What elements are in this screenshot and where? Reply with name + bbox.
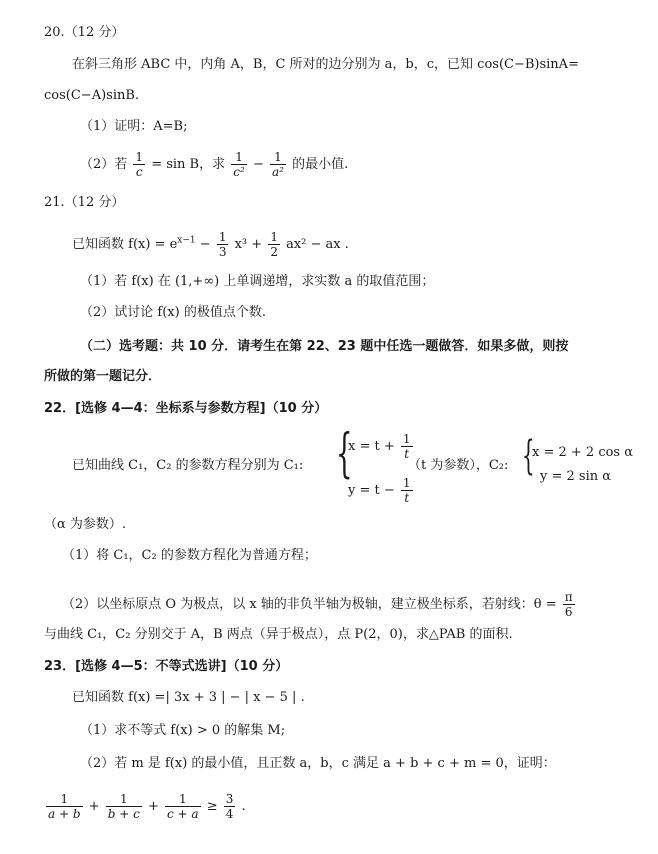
q23-part1: （1）求不等式 f(x) > 0 的解集 M;	[80, 723, 286, 738]
q22-part2-line2: 与曲线 C₁，C₂ 分别交于 A，B 两点（异于极点），点 P(2，0)，求△PAB 的面积.	[44, 627, 513, 642]
section2-line2: 所做的第一题记分．	[44, 369, 162, 384]
q20-part2-prefix: （2）若	[80, 157, 128, 172]
q21-part2: （2）试讨论 f(x) 的极值点个数.	[80, 305, 266, 320]
q20-part2-minus: −	[252, 157, 264, 172]
q20-part2-suffix: 的最小值.	[292, 157, 349, 172]
q22-part2-line1	[62, 590, 577, 619]
q22-param-note: （α 为参数）.	[44, 517, 127, 532]
theta-frac	[563, 590, 575, 619]
q22-header	[44, 400, 327, 418]
q20-part2-eq: = sin B，求	[151, 157, 226, 172]
q21-frac2-den: 2	[270, 245, 278, 259]
q22-part2-text: （2）以坐标原点 O 为极点，以 x 轴的非负半轴为极轴，建立极坐标系，若射线：θ =	[62, 597, 557, 612]
ineq-geq: ≥	[206, 799, 218, 814]
q21-part1: （1）若 f(x) 在 (1,+∞) 上单调递增，求实数 a 的取值范围；	[80, 274, 435, 289]
q20-header: 20.（12 分）	[44, 25, 125, 40]
q23-inequality	[44, 792, 246, 821]
c1-y-equation	[348, 476, 415, 505]
ineq-frac3-den: c + a	[167, 807, 199, 821]
c1-x-frac-num: 1	[402, 432, 411, 446]
q20-stem-line1: 在斜三角形 ABC 中，内角 A，B，C 所对的边分别为 a，b，c，已知 cos(C−B)sinA=	[72, 57, 579, 72]
q23-header	[44, 658, 288, 676]
q20-frac-1-over-c2	[231, 150, 247, 179]
c2-x-equation: x = 2 + 2 cos α	[532, 445, 634, 460]
c1-x-frac-den: t	[404, 447, 410, 461]
section2-line1: （二）选考题：共 10 分．请考生在第 22、23 题中任选一题做答．如果多做，则按	[80, 339, 569, 354]
c1-y-frac-num: 1	[402, 476, 411, 490]
c1-brace: {	[336, 424, 353, 484]
q21-header: 21.（12 分）	[44, 195, 125, 210]
c1-y-frac-den: t	[404, 491, 410, 505]
c1-x-prefix: x = t +	[348, 439, 395, 454]
q22-c1-note: （t 为参数），C₂:	[408, 458, 509, 473]
c1-y-prefix: y = t −	[348, 483, 395, 498]
q20-frac1-den: c	[135, 165, 143, 179]
q20-frac2-num: 1	[231, 150, 247, 165]
q23-header-text: 23．[选修 4—5：不等式选讲]（10 分）	[44, 659, 289, 674]
q20-stem-line2: cos(C−A)sinB.	[44, 88, 140, 103]
q21-frac-1-2	[268, 230, 280, 259]
q20-frac3-num: 1	[270, 150, 286, 165]
theta-frac-num: π	[564, 590, 573, 604]
c1-x-equation	[348, 432, 415, 461]
q20-frac3-den: a²	[271, 165, 284, 179]
q20-frac-1-over-c	[133, 150, 145, 179]
q21-frac1-den: 3	[218, 245, 227, 259]
ineq-frac1-num: 1	[46, 792, 83, 807]
q20-frac-1-over-a2	[270, 150, 286, 179]
c1-y-frac	[401, 476, 413, 505]
q20-frac1-num: 1	[135, 150, 144, 164]
ineq-frac-ab	[46, 792, 83, 821]
q22-stem-prefix: 已知曲线 C₁，C₂ 的参数方程分别为 C₁:	[72, 458, 304, 473]
q21-stem-minus: −	[199, 237, 211, 252]
q21-stem-suffix: ax² − ax .	[286, 237, 349, 252]
ineq-rhs-frac	[224, 792, 236, 821]
q21-stem-mid: x³ +	[234, 237, 263, 252]
q21-stem-exponent: x−1	[177, 235, 196, 246]
q23-part2: （2）若 m 是 f(x) 的最小值，且正数 a，b，c 满足 a + b + c + m = 0，证明：	[80, 756, 556, 771]
c2-y-equation: y = 2 sin α	[540, 469, 612, 484]
q20-part2	[80, 150, 348, 179]
ineq-frac3-num: 1	[165, 792, 201, 807]
ineq-frac-ca	[165, 792, 201, 821]
q23-stem: 已知函数 f(x) =| 3x + 3 | − | x − 5 | .	[72, 690, 305, 705]
ineq-frac2-den: b + c	[107, 807, 140, 821]
ineq-rhs-num: 3	[225, 792, 234, 806]
q21-frac-1-3	[217, 230, 229, 259]
theta-frac-den: 6	[564, 605, 573, 619]
ineq-plus-2: +	[147, 799, 159, 814]
c2-brace: {	[522, 433, 535, 479]
q21-frac2-num: 1	[270, 230, 278, 244]
q22-part1: （1）将 C₁，C₂ 的参数方程化为普通方程；	[62, 548, 317, 563]
q20-part1: （1）证明：A=B;	[80, 119, 188, 134]
q22-header-text: 22．[选修 4—4：坐标系与参数方程]（10 分）	[44, 401, 328, 416]
ineq-frac-bc	[106, 792, 142, 821]
ineq-end: .	[241, 799, 246, 814]
q21-stem	[72, 230, 349, 259]
q21-stem-prefix: 已知函数 f(x) = e	[72, 237, 178, 252]
ineq-plus-1: +	[88, 799, 100, 814]
q20-frac2-den: c²	[233, 165, 245, 179]
ineq-frac2-num: 1	[106, 792, 142, 807]
ineq-rhs-den: 4	[225, 807, 234, 821]
q21-frac1-num: 1	[218, 230, 227, 244]
ineq-frac1-den: a + b	[48, 807, 81, 821]
